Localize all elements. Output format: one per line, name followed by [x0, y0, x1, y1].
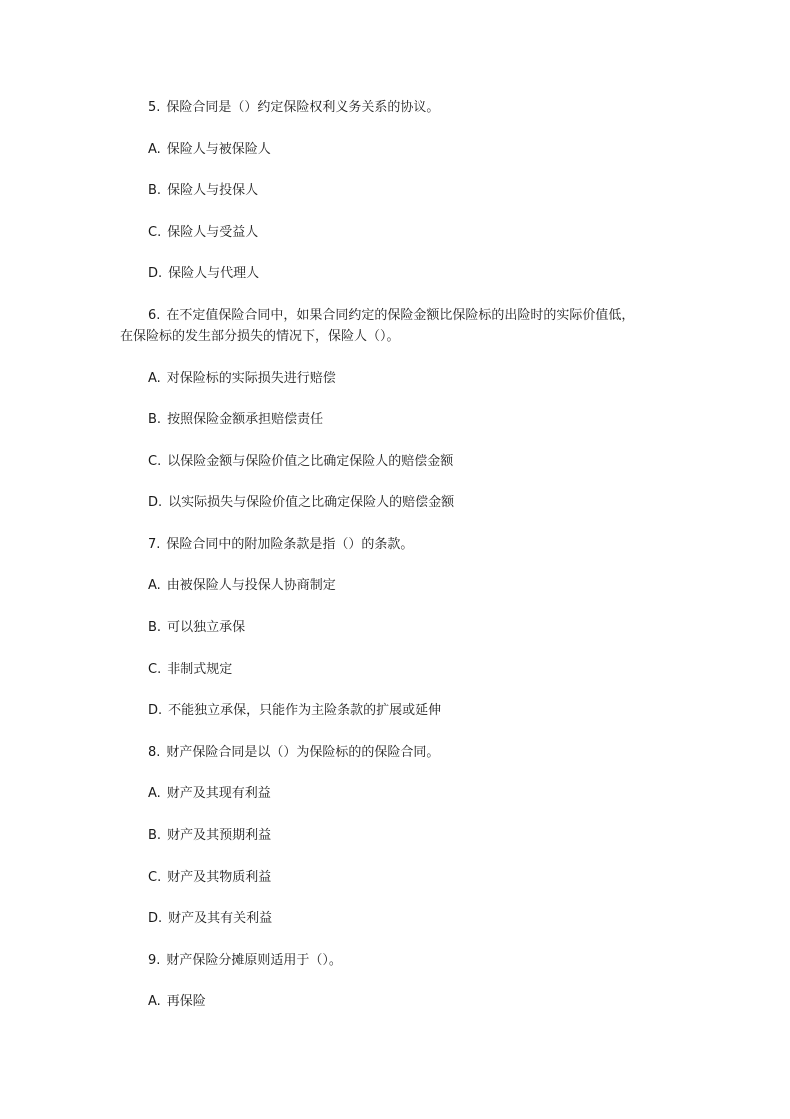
- option-key: C.: [148, 225, 162, 240]
- question-7-option-a: [148, 577, 336, 595]
- question-number: 8.: [148, 745, 161, 760]
- option-key: D.: [148, 495, 163, 510]
- question-6-option-c: [148, 453, 453, 471]
- question-7-option-d: [148, 702, 441, 720]
- option-text: 财产及其现有利益: [166, 786, 271, 801]
- option-text: 不能独立承保，只能作为主险条款的扩展或延伸: [168, 703, 442, 718]
- option-key: B.: [148, 828, 162, 843]
- option-key: A.: [148, 994, 161, 1009]
- option-key: C.: [148, 870, 162, 885]
- option-key: C.: [148, 454, 162, 469]
- question-5-option-d: [148, 265, 259, 283]
- question-5-stem: [148, 99, 439, 117]
- option-key: B.: [148, 183, 162, 198]
- question-5-option-b: [148, 182, 258, 200]
- question-text: 保险合同是（）约定保险权利义务关系的协议。: [166, 100, 440, 115]
- option-text: 保险人与被保险人: [166, 142, 271, 157]
- question-8-option-c: [148, 869, 271, 887]
- option-text: 再保险: [166, 994, 206, 1009]
- question-5-option-a: [148, 141, 271, 159]
- option-text: 保险人与代理人: [168, 266, 260, 281]
- option-text: 以保险金额与保险价值之比确定保险人的赔偿金额: [167, 454, 454, 469]
- question-text: 财产保险合同是以（）为保险标的的保险合同。: [166, 745, 440, 760]
- question-number: 5.: [148, 100, 161, 115]
- option-text: 财产及其物质利益: [167, 870, 272, 885]
- option-text: 保险人与受益人: [167, 225, 259, 240]
- option-text: 由被保险人与投保人协商制定: [166, 578, 336, 593]
- question-9-stem: [148, 952, 342, 970]
- option-text: 以实际损失与保险价值之比确定保险人的赔偿金额: [168, 495, 455, 510]
- question-7-option-c: [148, 661, 232, 679]
- question-number: 6.: [148, 308, 161, 323]
- question-5-option-c: [148, 224, 258, 242]
- option-key: B.: [148, 412, 162, 427]
- option-key: D.: [148, 911, 163, 926]
- question-9-option-a: [148, 993, 206, 1011]
- question-6-option-a: [148, 370, 336, 388]
- question-text-continued: 在保险标的发生部分损失的情况下，保险人（）。: [120, 329, 400, 344]
- question-6-stem-continuation: [120, 328, 400, 346]
- option-key: A.: [148, 142, 161, 157]
- question-text: 保险合同中的附加险条款是指（）的条款。: [166, 537, 414, 552]
- option-text: 对保险标的实际损失进行赔偿: [166, 371, 336, 386]
- option-text: 财产及其有关利益: [168, 911, 273, 926]
- option-key: D.: [148, 266, 163, 281]
- question-8-option-d: [148, 910, 272, 928]
- question-number: 9.: [148, 953, 161, 968]
- option-key: A.: [148, 786, 161, 801]
- option-key: A.: [148, 578, 161, 593]
- question-7-option-b: [148, 619, 245, 637]
- question-7-stem: [148, 536, 413, 554]
- option-key: A.: [148, 371, 161, 386]
- question-8-option-a: [148, 785, 271, 803]
- question-6-option-b: [148, 411, 323, 429]
- question-6-option-d: [148, 494, 454, 512]
- question-8-stem: [148, 744, 439, 762]
- question-8-option-b: [148, 827, 271, 845]
- option-text: 财产及其预期利益: [167, 828, 272, 843]
- option-text: 按照保险金额承担赔偿责任: [167, 412, 324, 427]
- option-key: C.: [148, 662, 162, 677]
- option-text: 可以独立承保: [167, 620, 246, 635]
- option-text: 非制式规定: [167, 662, 233, 677]
- question-6-stem: [148, 307, 634, 325]
- question-text: 财产保险分摊原则适用于（）。: [166, 953, 342, 968]
- option-key: D.: [148, 703, 163, 718]
- option-text: 保险人与投保人: [167, 183, 259, 198]
- question-text: 在不定值保险合同中，如果合同约定的保险金额比保险标的出险时的实际价值低，: [166, 308, 635, 323]
- question-number: 7.: [148, 537, 161, 552]
- option-key: B.: [148, 620, 162, 635]
